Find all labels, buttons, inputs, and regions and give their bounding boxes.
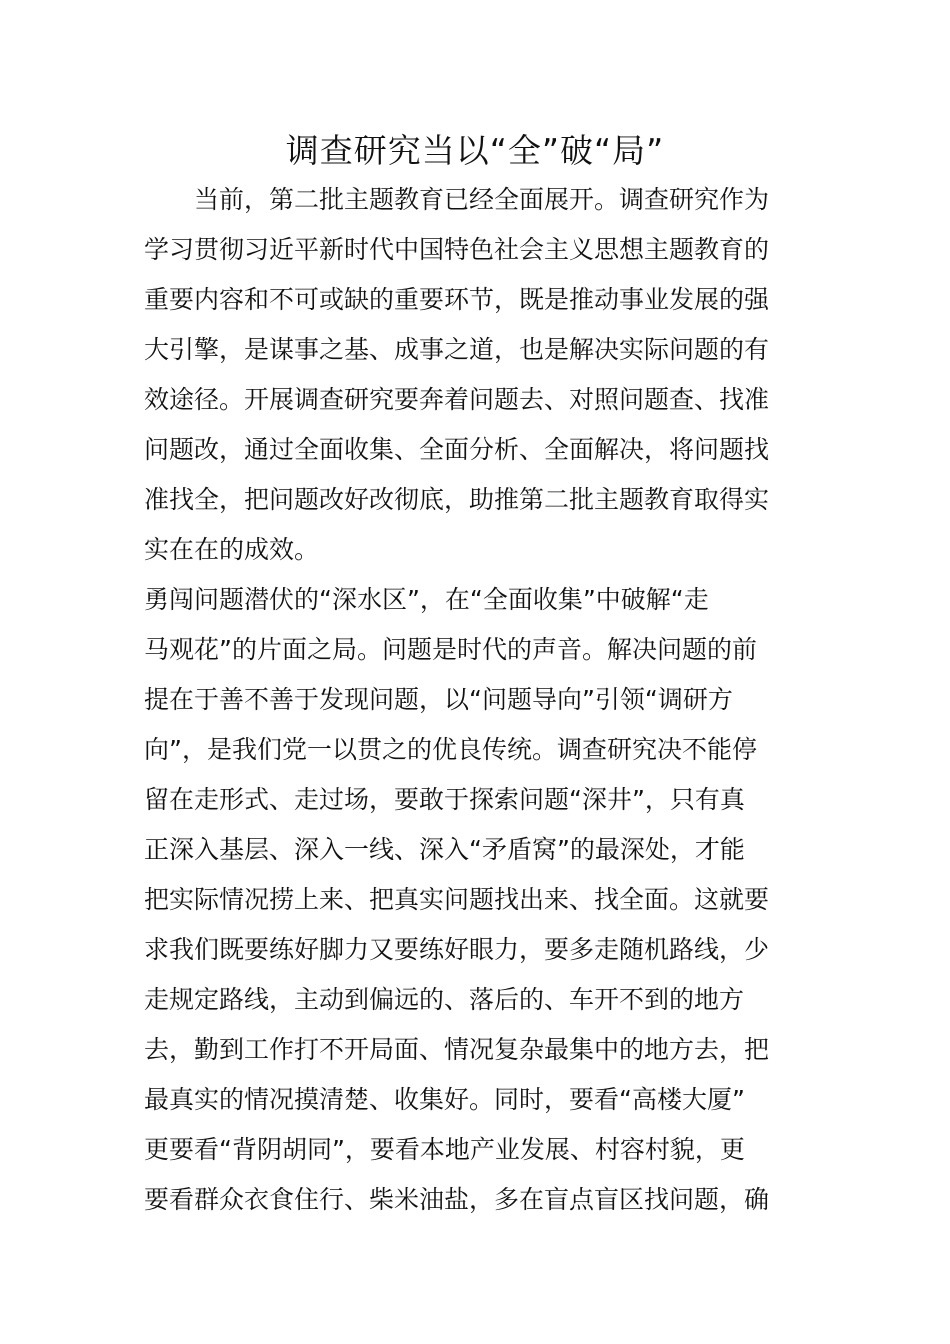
- paragraph-2-line: 要看群众衣食住行、柴米油盐，多在盲点盲区找问题，确: [144, 1185, 770, 1214]
- document-title: 调查研究当以“全”破“局”: [285, 131, 665, 170]
- paragraph-2-line: 求我们既要练好脚力又要练好眼力，要多走随机路线，少: [144, 935, 770, 964]
- paragraph-2-line: 马观花”的片面之局。问题是时代的声音。解决问题的前: [144, 635, 757, 664]
- paragraph-2-line: 最真实的情况摸清楚、收集好。同时，要看“高楼大厦”: [144, 1085, 745, 1114]
- paragraph-2-line: 更要看“背阴胡同”，要看本地产业发展、村容村貌，更: [144, 1135, 745, 1164]
- paragraph-1-line: 当前，第二批主题教育已经全面展开。调查研究作为: [144, 185, 770, 214]
- paragraph-1-line: 效途径。开展调查研究要奔着问题去、对照问题查、找准: [144, 385, 770, 414]
- paragraph-1-line: 实在在的成效。: [144, 535, 320, 564]
- paragraph-2-line: 正深入基层、深入一线、深入“矛盾窝”的最深处，才能: [144, 835, 745, 864]
- paragraph-2-line: 提在于善不善于发现问题，以“问题导向”引领“调研方: [144, 685, 733, 714]
- paragraph-1-line: 问题改，通过全面收集、全面分析、全面解决，将问题找: [144, 435, 770, 464]
- paragraph-1-line: 大引擎，是谋事之基、成事之道，也是解决实际问题的有: [144, 335, 770, 364]
- paragraph-1-line: 准找全，把问题改好改彻底，助推第二批主题教育取得实: [144, 485, 770, 514]
- paragraph-2-line: 勇闯问题潜伏的“深水区”，在“全面收集”中破解“走: [144, 585, 709, 614]
- paragraph-2-line: 走规定路线，主动到偏远的、落后的、车开不到的地方: [144, 985, 745, 1014]
- paragraph-2-line: 去，勤到工作打不开局面、情况复杂最集中的地方去，把: [144, 1035, 770, 1064]
- paragraph-2-line: 把实际情况捞上来、把真实问题找出来、找全面。这就要: [144, 885, 770, 914]
- paragraph-1-line: 学习贯彻习近平新时代中国特色社会主义思想主题教育的: [144, 235, 770, 264]
- paragraph-1-line: 重要内容和不可或缺的重要环节，既是推动事业发展的强: [144, 285, 770, 314]
- paragraph-2-line: 向”，是我们党一以贯之的优良传统。调查研究决不能停: [144, 735, 757, 764]
- paragraph-2-line: 留在走形式、走过场，要敢于探索问题“深井”，只有真: [144, 785, 745, 814]
